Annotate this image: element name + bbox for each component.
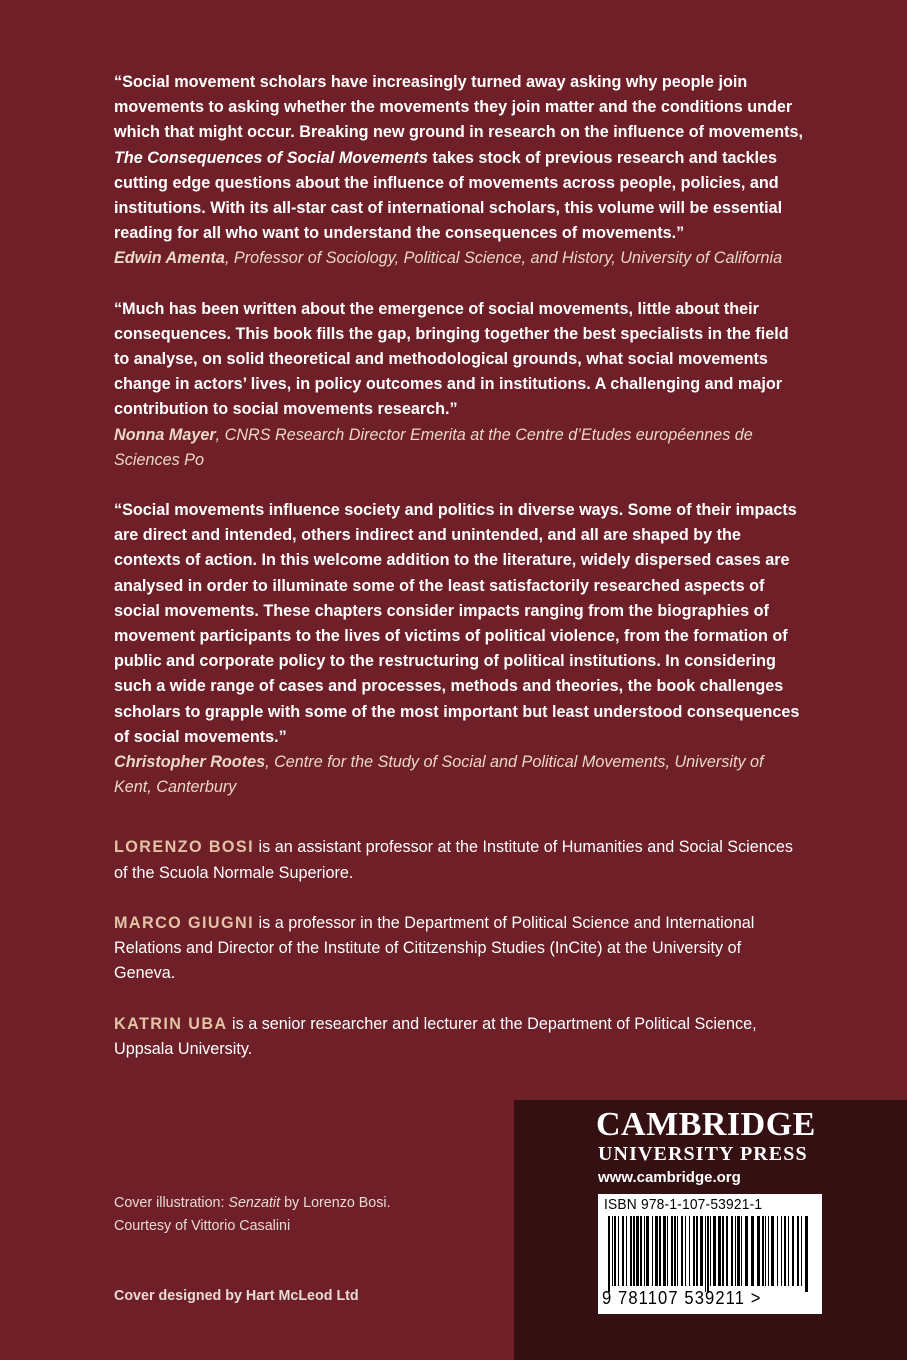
publisher-name: CAMBRIDGE xyxy=(596,1106,816,1143)
endorsement-quote: “Social movements influence society and politics in diverse ways. Some of their impacts are direct and intended, others indirect and unintended, and all are shaped by the contexts of action. In this welcome addition to the literature, widely dispersed cases are analysed in order to illuminate some of the least satisfactorily researched aspects of social movements. These chapters consider impacts ranging from the biographies of movement participants to the lives of victims of political violence, from the formation of public and corporate policy to the restructuring of political institutions. In considering such a wide range of cases and processes, methods and theories, the book challenges scholars to grapple with some of the most important but least understood consequences of social movements.” xyxy=(114,501,800,746)
barcode-bar xyxy=(630,1216,632,1286)
barcode-bar xyxy=(792,1216,794,1286)
endorsement-quote xyxy=(114,70,804,246)
barcode-bar xyxy=(700,1216,703,1286)
barcode-bar xyxy=(741,1216,742,1286)
barcode-bar xyxy=(612,1216,613,1286)
barcode-bar xyxy=(757,1216,760,1286)
barcode-bar xyxy=(646,1216,649,1286)
barcode-bar xyxy=(667,1216,668,1286)
endorsement-1 xyxy=(114,70,804,272)
isbn-barcode-box xyxy=(598,1194,822,1314)
barcode-bar xyxy=(636,1216,639,1286)
barcode-bar xyxy=(618,1216,619,1286)
barcode-bar xyxy=(781,1216,782,1286)
barcode-bar xyxy=(689,1216,690,1286)
endorsement-2 xyxy=(114,297,804,473)
editor-name: LORENZO BOSI xyxy=(114,838,255,857)
barcode-bar xyxy=(685,1216,686,1286)
barcode-bar xyxy=(768,1216,769,1286)
barcode-bar xyxy=(644,1216,645,1286)
barcode-bar xyxy=(608,1216,610,1292)
endorser-affiliation: , CNRS Research Director Emerita at the Centre d’Etudes européennes de Sciences Po xyxy=(114,425,753,469)
quote-text: “Social movement scholars have increasingly turned away asking why people join movements to asking whether the movements they join matter and the conditions under which that might occur. Breaking new ground in research on the influence of movements, xyxy=(114,73,803,142)
endorser-name: Nonna Mayer xyxy=(114,425,216,444)
barcode-bar xyxy=(681,1216,683,1286)
barcode-bar xyxy=(801,1216,802,1286)
barcode-bar xyxy=(762,1216,764,1286)
endorser-affiliation: , Professor of Sociology, Political Science, and History, University of California xyxy=(224,249,783,268)
barcode-bar xyxy=(713,1216,716,1286)
endorsement-quote: “Much has been written about the emergence of social movements, little about their consequences. This book fills the gap, bringing together the best specialists in the field to analyse, on solid theoretical and methodological grounds, what social movements change in actors’ lives, in policy outcomes and in institutions. A challenging and major contribution to social movements research.” xyxy=(114,299,789,419)
isbn-label: ISBN 978-1-107-53921-1 xyxy=(604,1196,763,1213)
endorsement-attribution xyxy=(114,246,804,271)
endorser-affiliation: , Centre for the Study of Social and Political Movements, University of Kent, Canterbury xyxy=(114,753,764,797)
barcode-bar xyxy=(696,1216,698,1286)
editor-description: is an assistant professor at the Institute of Humanities and Social Sciences of the Scuola Normale Superiore. xyxy=(114,838,793,882)
barcode-bar xyxy=(663,1216,666,1286)
barcode-bar xyxy=(784,1216,786,1286)
barcode-bar xyxy=(614,1216,616,1286)
editor-name: MARCO GIUGNI xyxy=(114,913,255,932)
barcode-bar xyxy=(622,1216,624,1286)
quote-text: takes stock of previous research and tackles cutting edge questions about the influence of movements across people, policies, and institutions. With its all-star cast of international scholars, this volume will be essential reading for all who want to understand the consequences of movements.” xyxy=(114,148,783,243)
barcode-bar xyxy=(788,1216,789,1286)
back-cover-text xyxy=(114,70,804,1087)
barcode-bar xyxy=(797,1216,799,1286)
barcode-bar xyxy=(710,1216,711,1286)
barcode-bar xyxy=(652,1216,653,1286)
editor-bio-uba xyxy=(114,1012,804,1062)
editor-bio-giugni xyxy=(114,911,804,987)
barcode-bar xyxy=(777,1216,778,1286)
cover-illustration-credit xyxy=(114,1192,391,1238)
illustration-title: Senzatit xyxy=(228,1195,281,1211)
endorser-name: Christopher Rootes xyxy=(114,753,266,772)
endorsement-3 xyxy=(114,498,804,800)
courtesy-line: Courtesy of Vittorio Casalini xyxy=(114,1218,291,1234)
illustration-line: Cover illustration: Senzatit by Lorenzo Bosi. xyxy=(114,1195,391,1211)
editor-description: is a professor in the Department of Political Science and International Relations and Director of the Institute of Cititzenship Studies (InCite) at the University of Geneva. xyxy=(114,913,755,983)
barcode-bar xyxy=(731,1216,733,1286)
barcode-bar xyxy=(745,1216,748,1286)
barcode-bar xyxy=(735,1216,736,1286)
barcode-bar xyxy=(674,1216,676,1286)
publisher-url: www.cambridge.org xyxy=(598,1169,741,1186)
barcode-bar xyxy=(805,1216,808,1292)
barcode-bar xyxy=(718,1216,721,1286)
barcode-bar xyxy=(705,1216,706,1292)
barcode-bar xyxy=(640,1216,642,1286)
book-title: The Consequences of Social Movements xyxy=(114,148,428,167)
barcode-bar xyxy=(765,1216,766,1286)
endorsement-attribution xyxy=(114,750,804,800)
publisher-press: UNIVERSITY PRESS xyxy=(598,1143,808,1165)
barcode-bar xyxy=(626,1216,627,1286)
barcode-bar xyxy=(655,1216,658,1286)
barcode-icon xyxy=(604,1216,814,1292)
cover-designer-credit: Cover designed by Hart McLeod Ltd xyxy=(114,1288,359,1304)
editor-bio-bosi xyxy=(114,835,804,885)
endorser-name: Edwin Amenta xyxy=(114,249,225,268)
barcode-bar xyxy=(633,1216,635,1286)
barcode-bar xyxy=(677,1216,678,1286)
barcode-bar xyxy=(771,1216,774,1286)
endorsement-attribution xyxy=(114,423,804,473)
barcode-number: 9 781107 539211 > xyxy=(602,1288,762,1308)
barcode-bar xyxy=(707,1216,709,1292)
editor-description: is a senior researcher and lecturer at the Department of Political Science, Uppsala University. xyxy=(114,1014,757,1058)
barcode-bar xyxy=(737,1216,740,1286)
barcode-bar xyxy=(671,1216,673,1286)
barcode-bar xyxy=(659,1216,661,1286)
barcode-bar xyxy=(726,1216,728,1286)
publisher-panel xyxy=(514,1100,907,1360)
barcode-bar xyxy=(722,1216,724,1286)
barcode-bar xyxy=(751,1216,754,1286)
barcode-bar xyxy=(693,1216,695,1286)
editor-name: KATRIN UBA xyxy=(114,1014,228,1033)
